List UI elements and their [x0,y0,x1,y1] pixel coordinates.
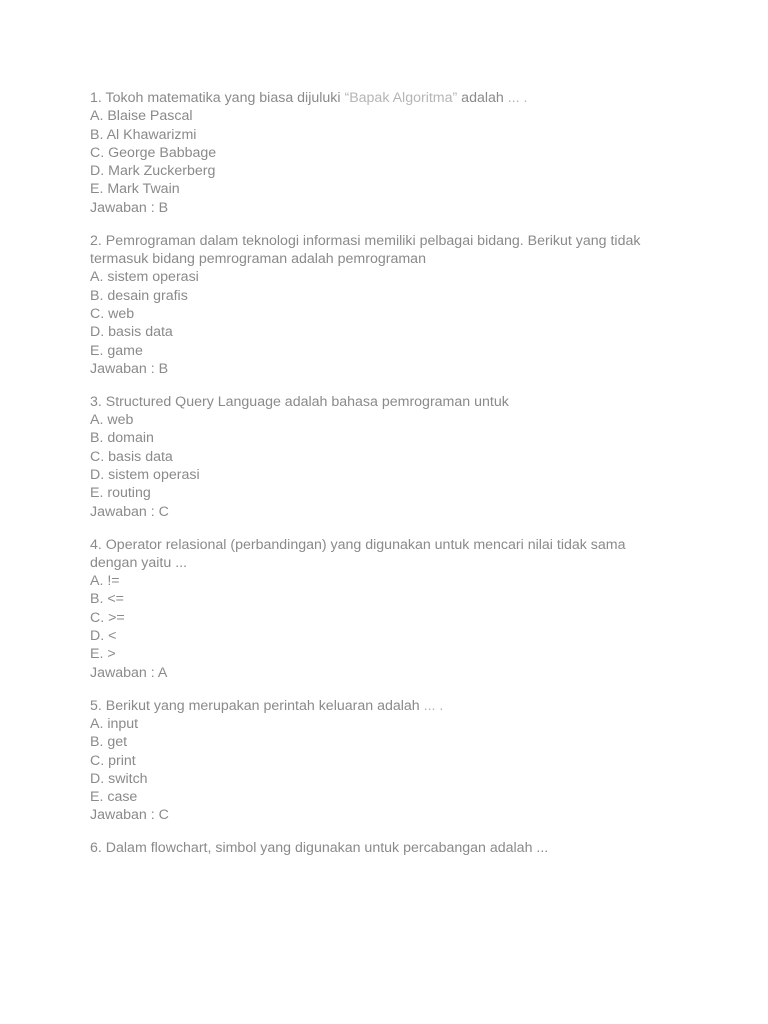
question-block-1 [90,89,690,217]
question-1-text [90,89,690,107]
question-2-option-c: C. web [90,305,135,322]
question-4-answer: Jawaban : A [90,664,168,681]
question-block-2 [90,232,690,378]
question-5-seg-0: 5. Berikut yang merupakan perintah keluaran adalah [90,697,424,714]
question-3-option-d: D. sistem operasi [90,467,200,484]
question-1-seg-0: 1. Tokoh matematika yang biasa dijuluki [90,90,345,106]
question-2-option-d: D. basis data [90,324,173,341]
question-block-5 [90,697,690,825]
question-1-option-d: D. Mark Zuckerberg [90,163,216,180]
question-2-text-line-2: termasuk bidang pemrograman adalah pemrograman [90,251,426,268]
question-5-option-c: C. print [90,752,136,769]
question-1-quoted-phrase: “Bapak Algoritma” [344,90,458,106]
question-5-text [90,697,690,715]
question-2-answer: Jawaban : B [90,360,169,377]
question-1-seg-2: adalah [457,90,508,106]
question-4-option-a: A. != [90,573,120,590]
question-block-4 [90,536,690,682]
question-4-option-b: B. <= [90,591,124,608]
question-2-option-e: E. game [90,342,143,359]
question-1-option-a: A. Blaise Pascal [90,108,193,125]
question-3-option-e: E. routing [90,485,151,502]
question-4-text-line-2: dengan yaitu ... [90,554,188,571]
question-6-text: 6. Dalam flowchart, simbol yang digunakan untuk percabangan adalah ... [90,840,549,857]
question-4-option-c: C. >= [90,609,125,626]
question-5-option-e: E. case [90,789,138,806]
question-5-ellipsis: ... . [423,697,444,714]
question-5-option-b: B. get [90,734,128,751]
question-4-option-d: D. < [90,628,117,645]
question-2-option-a: A. sistem operasi [90,269,199,286]
question-3-option-a: A. web [90,412,134,429]
question-5-answer: Jawaban : C [90,807,169,824]
quiz-content [90,89,690,872]
question-3-option-b: B. domain [90,430,154,447]
question-5-option-d: D. switch [90,770,148,787]
question-1-option-e: E. Mark Twain [90,181,180,198]
question-block-6 [90,839,690,857]
question-4-option-e: E. > [90,646,116,663]
question-3-option-c: C. basis data [90,448,173,465]
question-5-option-a: A. input [90,715,139,732]
question-1-answer: Jawaban : B [90,199,169,216]
question-4-text-line-1: 4. Operator relasional (perbandingan) yang digunakan untuk mencari nilai tidak sama [90,536,626,553]
question-1-ellipsis: ... . [507,90,528,106]
question-2-text-line-1: 2. Pemrograman dalam teknologi informasi memiliki pelbagai bidang. Berikut yang tidak [90,232,641,249]
question-3-answer: Jawaban : C [90,503,169,520]
question-3-text: 3. Structured Query Language adalah bahasa pemrograman untuk [90,393,509,410]
question-1-option-b: B. Al Khawarizmi [90,126,197,143]
question-2-option-b: B. desain grafis [90,287,188,304]
question-1-option-c: C. George Babbage [90,144,217,161]
question-block-3 [90,393,690,521]
